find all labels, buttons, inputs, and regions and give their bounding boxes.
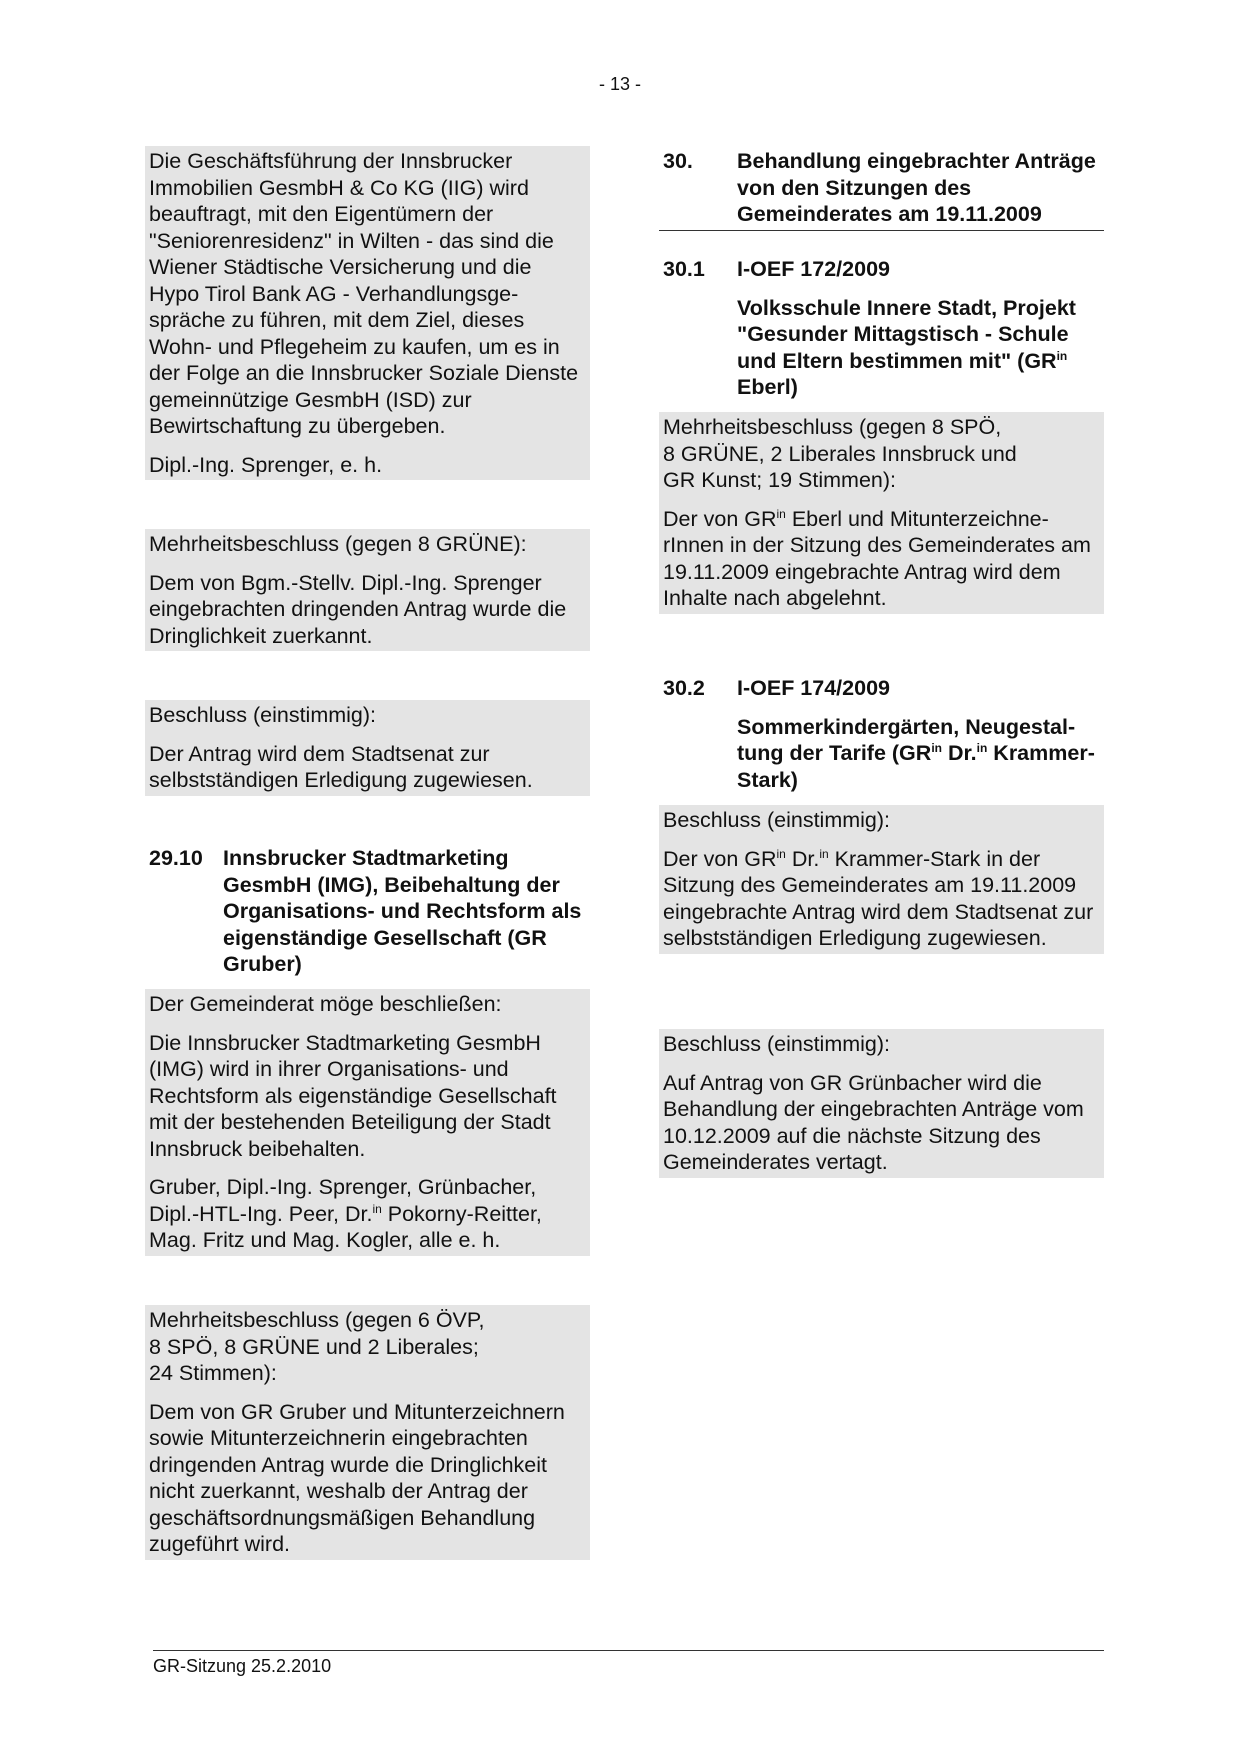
resolution-text: Die Geschäftsführung der Innsbrucker Immobilien GesmbH & Co KG (IIG) wird beauftragt, mit den Eigentümern der "Seniorenresidenz" in Wilten - das sind die Wiener Städtische Versicherung und die Hypo Tirol Bank AG - Verhandlungsgespräche zu führen, mit dem Ziel, dieses Wohn- und Pflegeheim zu kaufen, um es in der Folge an die Innsbrucker Soziale Dienste gemeinnützige GesmbH (ISD) zur Bewirtschaftung zu übergeben.: [149, 149, 579, 438]
section-id: I-OEF 174/2009: [737, 676, 890, 700]
decision-text: Dem von GR Gruber und Mitunterzeichnern sowie Mitunterzeichnerin eingebrachten dringenden Antrag wurde die Dringlichkeit nicht zuerkannt, weshalb der Antrag der geschäftsordnungsmäßigen Behandlung zugeführt wird.: [149, 1399, 565, 1556]
decision-block: [659, 805, 1104, 954]
section-heading-30-1: [659, 256, 1104, 401]
page-number: - 13 -: [598, 74, 641, 94]
decision-label: Beschluss (einstimmig):: [663, 808, 890, 832]
motion-block: [145, 989, 590, 1256]
decision-text: Der von $GR^{in}$ Eberl und MitunterzeichnerInnen in der Sitzung des Gemeinderates am 19.11.2009 eingebrachte Antrag wird dem Inhalte nach abgelehnt.: [663, 506, 1091, 610]
section-heading-30: [659, 148, 1104, 228]
decision-label: Beschluss (einstimmig):: [149, 703, 376, 727]
resolution-text-block: [145, 146, 590, 480]
section-number: 30.2: [663, 676, 705, 700]
decision-text: Dem von Bgm.-Stellv. Dipl.-Ing. Sprenger eingebrachten dringenden Antrag wurde die Dringlichkeit zuerkannt.: [149, 570, 567, 648]
section-title: Sommerkindergärten, Neugestaltung der Tarife ($GR^{in}$ Dr.$^{in}$ Krammer-Stark): [737, 714, 1095, 792]
decision-block: [145, 1305, 590, 1560]
decision-block: [659, 412, 1104, 614]
footer-text: GR-Sitzung 25.2.2010: [153, 1656, 332, 1676]
footer-divider: [153, 1650, 1104, 1651]
section-title: Innsbrucker Stadtmarketing GesmbH (IMG), Beibehaltung der Organisations- und Rechtsform als eigenständige Gesellschaft (GR Gruber): [223, 846, 582, 976]
section-number: 29.10: [149, 846, 203, 870]
section-heading-30-2: [659, 675, 1104, 793]
decision-block: [659, 1029, 1104, 1178]
decision-label: Mehrheitsbeschluss (gegen 8 SPÖ, 8 GRÜNE, 2 Liberales Innsbruck und GR Kunst; 19 Stimmen):: [663, 415, 1017, 492]
decision-label: Beschluss (einstimmig):: [663, 1032, 890, 1056]
section-divider: [659, 230, 1104, 231]
section-title: Volksschule Innere Stadt, Projekt "Gesunder Mittagstisch - Schule und Eltern bestimmen mit" ($GR^{in}$ Eberl): [737, 295, 1076, 399]
motion-text: Die Innsbrucker Stadtmarketing GesmbH (IMG) wird in ihrer Organisations- und Rechtsform als eigenständige Gesellschaft mit der bestehenden Beteiligung der Stadt Innsbruck beibehalten.: [149, 1030, 557, 1161]
decision-block: [145, 529, 590, 651]
section-heading-29-10: [145, 845, 590, 978]
section-title: Behandlung eingebrachter Anträge von den Sitzungen des Gemeinderates am 19.11.2009: [737, 149, 1096, 226]
decision-label: Mehrheitsbeschluss (gegen 8 GRÜNE):: [149, 532, 527, 556]
section-number: 30.: [663, 149, 693, 173]
decision-block: [145, 700, 590, 796]
decision-text: Der von $GR^{in}$ Dr.$^{in}$ Krammer-Stark in der Sitzung des Gemeinderates am 19.11.2009 eingebrachte Antrag wird dem Stadtsenat zur selbstständigen Erledigung zugewiesen.: [663, 846, 1094, 950]
signers-line: Gruber, Dipl.-Ing. Sprenger, Grünbacher, Dipl.-HTL-Ing. Peer, Dr.$^{in}$ Pokorny-Reitter, Mag. Fritz und Mag. Kogler, alle e. h.: [149, 1175, 542, 1252]
signer-line: Dipl.-Ing. Sprenger, e. h.: [149, 452, 383, 477]
section-number: 30.1: [663, 257, 705, 281]
section-id: I-OEF 172/2009: [737, 257, 890, 281]
decision-text: Der Antrag wird dem Stadtsenat zur selbstständigen Erledigung zugewiesen.: [149, 741, 533, 792]
decision-label: Mehrheitsbeschluss (gegen 6 ÖVP, 8 SPÖ, 8 GRÜNE und 2 Liberales; 24 Stimmen):: [149, 1308, 485, 1385]
motion-label: Der Gemeinderat möge beschließen:: [149, 992, 502, 1016]
decision-text: Auf Antrag von GR Grünbacher wird die Behandlung der eingebrachten Anträge vom 10.12.2009 auf die nächste Sitzung des Gemeinderates vertagt.: [663, 1070, 1084, 1174]
